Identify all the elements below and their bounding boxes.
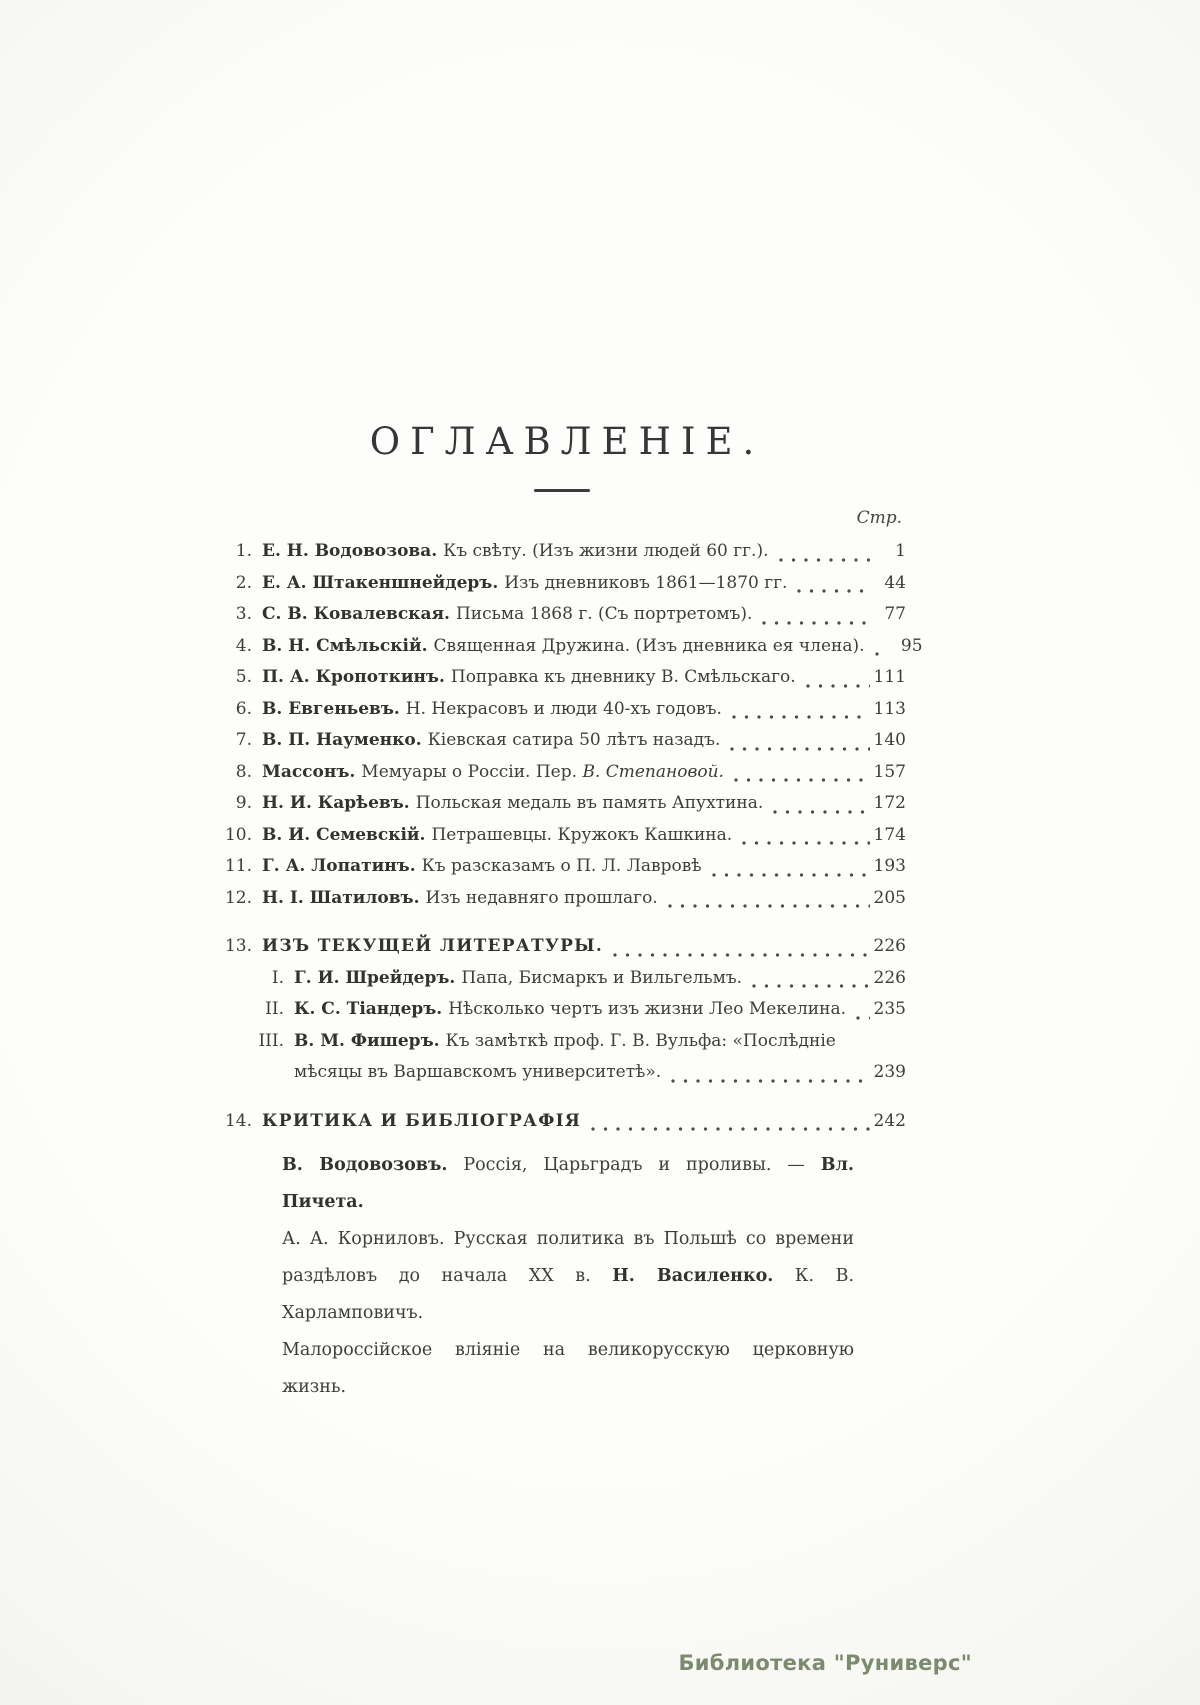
body-text: раздѣловъ до начала XX в. xyxy=(282,1266,613,1286)
entry-page: 95 xyxy=(900,635,923,656)
dot-leader xyxy=(875,652,887,656)
body-text: Малороссійское вліяніе на великорусскую церковную жизнь. xyxy=(282,1340,854,1397)
page-title: ОГЛАВЛЕНІЕ. xyxy=(369,420,765,463)
toc-entry xyxy=(218,662,906,694)
toc-entry xyxy=(218,568,906,600)
body-line xyxy=(282,1332,854,1406)
entry-title: Священная Дружина. (Изъ дневника ея члена). xyxy=(433,635,865,656)
toc-subentry xyxy=(248,1026,906,1058)
section-page: 242 xyxy=(873,1110,906,1131)
body-line xyxy=(282,1147,854,1221)
entry-title: Письма 1868 г. (Съ портретомъ). xyxy=(455,604,753,624)
subentry-page: 235 xyxy=(873,999,906,1019)
body-author: Вл. Пичета. xyxy=(282,1155,855,1212)
entry-text xyxy=(262,662,796,694)
dot-leader xyxy=(773,810,870,814)
dot-leader xyxy=(732,715,870,719)
entry-title-translator: В. Степановой. xyxy=(582,761,724,782)
entry-author: Н. І. Шатиловъ. xyxy=(262,887,420,908)
entry-title: Къ свѣту. (Изъ жизни людей 60 гг.). xyxy=(443,541,769,561)
toc-section-13 xyxy=(218,931,906,963)
subentry-title: Нѣсколько чертъ изъ жизни Лео Мекелина. xyxy=(448,999,846,1019)
subentry-author: В. М. Фишеръ. xyxy=(294,1030,440,1051)
subentry-page: 239 xyxy=(873,1062,906,1082)
entry-number: 5. xyxy=(235,667,252,687)
entry-number: 9. xyxy=(235,793,252,813)
toc-entry xyxy=(218,536,906,568)
page-column-header: Стр. xyxy=(856,508,902,528)
body-author: В. Водовозовъ. xyxy=(282,1155,448,1175)
entry-text xyxy=(262,788,763,820)
subentry-text xyxy=(294,994,846,1026)
entry-title: Изъ дневниковъ 1861—1870 гг. xyxy=(504,572,788,593)
body-text: А. А. Корниловъ. Русская политика въ Польшѣ со времени xyxy=(282,1229,854,1249)
toc-entry xyxy=(218,725,906,757)
dot-leader xyxy=(734,778,870,782)
dot-leader xyxy=(762,621,870,625)
dot-leader xyxy=(613,953,870,957)
entry-text xyxy=(262,725,720,757)
section-page: 226 xyxy=(873,936,906,956)
section-number: 13. xyxy=(224,936,252,956)
section-title: ИЗЪ ТЕКУЩЕЙ ЛИТЕРАТУРЫ. xyxy=(262,936,604,956)
entry-page: 172 xyxy=(873,793,906,813)
entry-page: 1 xyxy=(895,541,906,561)
entry-number: 7. xyxy=(235,730,252,750)
entry-number: 2. xyxy=(235,572,252,593)
entry-number: 6. xyxy=(235,698,252,719)
subentry-number: III. xyxy=(258,1030,284,1051)
toc-entry xyxy=(218,694,906,726)
entry-text xyxy=(262,694,722,726)
dot-leader xyxy=(806,684,870,688)
subentry-title-line1: Къ замѣткѣ проф. Г. В. Вульфа: «Послѣдніе xyxy=(445,1030,836,1051)
subentry-page: 226 xyxy=(873,967,906,988)
dot-leader xyxy=(856,1016,870,1020)
body-author: Н. Василенко. xyxy=(612,1266,774,1286)
toc-entry xyxy=(218,820,906,852)
entry-author: В. П. Науменко. xyxy=(262,730,422,750)
entry-title: Польская медаль въ память Апухтина. xyxy=(415,793,764,813)
toc-content xyxy=(218,420,923,1406)
subentry-number: II. xyxy=(265,999,284,1019)
toc-entry xyxy=(218,599,906,631)
entry-text xyxy=(262,536,769,568)
entry-text xyxy=(262,820,732,852)
entry-author: С. В. Ковалевская. xyxy=(262,604,450,624)
body-text: Россія, Царьградъ и проливы. — xyxy=(447,1155,821,1175)
toc-entry xyxy=(218,788,906,820)
subentry-title: Папа, Бисмаркъ и Вильгельмъ. xyxy=(461,967,743,988)
section-number: 14. xyxy=(224,1110,252,1131)
entry-page: 174 xyxy=(873,824,906,845)
library-watermark: Библиотека "Руниверс" xyxy=(678,1651,972,1675)
body-line xyxy=(282,1258,854,1332)
entry-title: Н. Некрасовъ и люди 40-хъ годовъ. xyxy=(405,698,722,719)
toc-entry xyxy=(218,883,906,915)
entry-author: В. И. Семевскій. xyxy=(262,824,426,845)
entry-author: Е. А. Штакеншнейдеръ. xyxy=(262,572,499,593)
entry-author: В. Н. Смѣльскій. xyxy=(262,635,428,656)
entry-number: 3. xyxy=(235,604,252,624)
entry-page: 113 xyxy=(873,698,906,719)
title-divider xyxy=(534,489,590,492)
entry-number: 8. xyxy=(235,761,252,782)
dot-leader xyxy=(671,1079,870,1083)
entry-text xyxy=(262,757,724,789)
body-text: К. В. Харламповичъ. xyxy=(282,1266,855,1323)
entry-text xyxy=(262,631,865,663)
entry-text xyxy=(262,599,752,631)
subentry-author: К. С. Тіандеръ. xyxy=(294,999,443,1019)
toc-section-14 xyxy=(218,1106,906,1138)
dot-leader xyxy=(591,1127,870,1131)
toc-entry xyxy=(218,851,906,883)
entry-page: 140 xyxy=(873,730,906,750)
subentry-author: Г. И. Шрейдеръ. xyxy=(294,967,456,988)
entry-text xyxy=(262,568,787,600)
toc-entry xyxy=(218,757,906,789)
entry-page: 77 xyxy=(884,604,906,624)
entry-number: 11. xyxy=(224,856,252,876)
entry-title: Петрашевцы. Кружокъ Кашкина. xyxy=(431,824,733,845)
entry-author: Г. А. Лопатинъ. xyxy=(262,856,416,876)
entry-author: Н. И. Карѣевъ. xyxy=(262,793,410,813)
body-line xyxy=(282,1221,854,1258)
toc-entry xyxy=(218,631,923,663)
entry-number: 4. xyxy=(235,635,252,656)
dot-leader xyxy=(742,841,870,845)
toc-subentry xyxy=(248,994,906,1026)
toc-subentry xyxy=(248,963,906,995)
section-title: КРИТИКА И БИБЛІОГРАФІЯ xyxy=(262,1110,582,1131)
entry-author: Е. Н. Водовозова. xyxy=(262,541,438,561)
entry-page: 193 xyxy=(873,856,906,876)
entry-author: П. А. Кропоткинъ. xyxy=(262,667,445,687)
section-14-body xyxy=(282,1147,854,1406)
entry-title: Изъ недавняго прошлаго. xyxy=(425,887,658,908)
subentry-number: I. xyxy=(271,967,284,988)
entry-title: Къ разсказамъ о П. Л. Лавровѣ xyxy=(421,856,702,876)
subentry-text xyxy=(294,1026,836,1058)
subentry-text xyxy=(294,963,742,995)
entry-text xyxy=(262,851,702,883)
entry-page: 111 xyxy=(873,667,906,687)
dot-leader xyxy=(668,904,870,908)
subentry-title-line2: мѣсяцы въ Варшавскомъ университетѣ». xyxy=(294,1062,662,1082)
entry-author: В. Евгеньевъ. xyxy=(262,698,400,719)
dot-leader xyxy=(797,589,870,593)
entry-page: 44 xyxy=(884,572,906,593)
entry-page: 205 xyxy=(873,887,906,908)
entry-page: 157 xyxy=(873,761,906,782)
entry-title: Поправка къ дневнику В. Смѣльскаго. xyxy=(450,667,796,687)
toc-subentry-continuation xyxy=(294,1057,906,1089)
entry-title: Кіевская сатира 50 лѣтъ назадъ. xyxy=(427,730,721,750)
entry-author: Массонъ. xyxy=(262,761,356,782)
entry-number: 1. xyxy=(235,541,252,561)
entry-number: 10. xyxy=(224,824,252,845)
dot-leader xyxy=(779,558,871,562)
dot-leader xyxy=(752,984,870,988)
dot-leader xyxy=(730,747,870,751)
entry-number: 12. xyxy=(224,887,252,908)
entry-text xyxy=(262,883,658,915)
dot-leader xyxy=(712,873,870,877)
entry-title: Мемуары о Россіи. Пер. xyxy=(361,761,578,782)
